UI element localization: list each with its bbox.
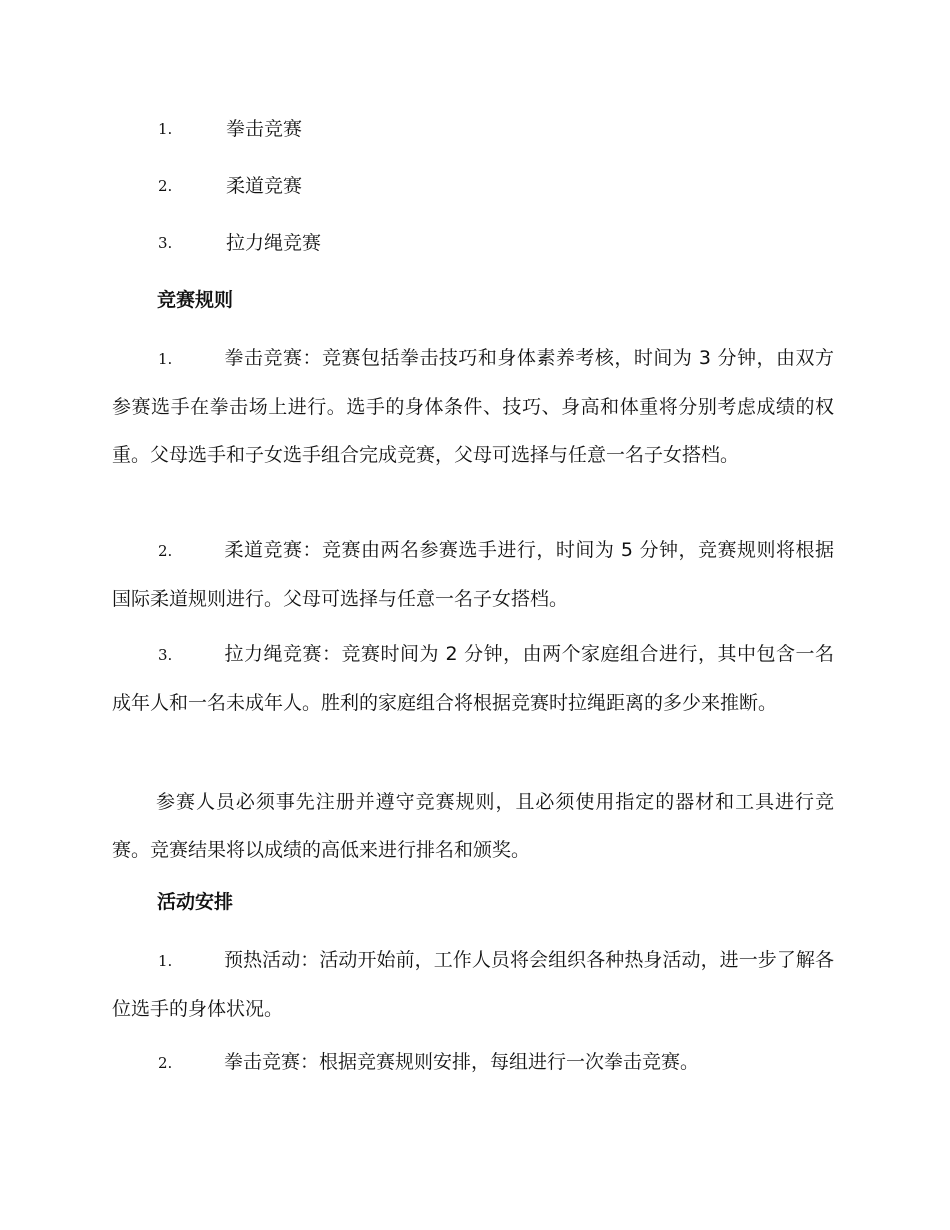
schedule-item bbox=[112, 936, 834, 1033]
list-number: 1. bbox=[158, 120, 173, 138]
list-number: 1. bbox=[158, 952, 173, 970]
list-number: 3. bbox=[158, 234, 173, 252]
event-text: 拳击竞赛 bbox=[226, 118, 303, 140]
schedule-item bbox=[112, 1038, 834, 1087]
schedule-text: 拳击竞赛：根据竞赛规则安排，每组进行一次拳击竞赛。 bbox=[224, 1051, 700, 1073]
rules-note-text: 参赛人员必须事先注册并遵守竞赛规则，且必须使用指定的器材和工具进行竞赛。竞赛结果将以成绩的高低来进行排名和颁奖。 bbox=[112, 791, 834, 861]
rule-text: 拳击竞赛：竞赛包括拳击技巧和身体素养考核，时间为 3 分钟，由双方参赛选手在拳击场上进行。选手的身体条件、技巧、身高和体重将分别考虑成绩的权重。父母选手和子女选手组合完成竞赛，父母可选择与任意一名子女搭档。 bbox=[112, 347, 834, 466]
list-number: 2. bbox=[158, 1054, 173, 1072]
list-number: 2. bbox=[158, 177, 173, 195]
rule-text: 拉力绳竞赛：竞赛时间为 2 分钟，由两个家庭组合进行，其中包含一名成年人和一名未成年人。胜利的家庭组合将根据竞赛时拉绳距离的多少来推断。 bbox=[112, 643, 834, 714]
event-text: 柔道竞赛 bbox=[226, 175, 303, 197]
list-number: 1. bbox=[158, 350, 173, 368]
list-number: 3. bbox=[158, 646, 173, 664]
rule-text: 柔道竞赛：竞赛由两名参赛选手进行，时间为 5 分钟，竞赛规则将根据国际柔道规则进行。父母可选择与任意一名子女搭档。 bbox=[112, 539, 834, 610]
rules-note bbox=[112, 778, 834, 874]
rule-item bbox=[112, 526, 834, 623]
section-heading-rules: 竞赛规则 bbox=[157, 289, 234, 311]
list-number: 2. bbox=[158, 542, 173, 560]
section-heading-schedule: 活动安排 bbox=[157, 891, 234, 913]
schedule-text: 预热活动：活动开始前，工作人员将会组织各种热身活动，进一步了解各位选手的身体状况。 bbox=[112, 949, 834, 1020]
event-text: 拉力绳竞赛 bbox=[226, 232, 322, 254]
rule-item bbox=[112, 334, 834, 479]
rule-item bbox=[112, 630, 834, 727]
